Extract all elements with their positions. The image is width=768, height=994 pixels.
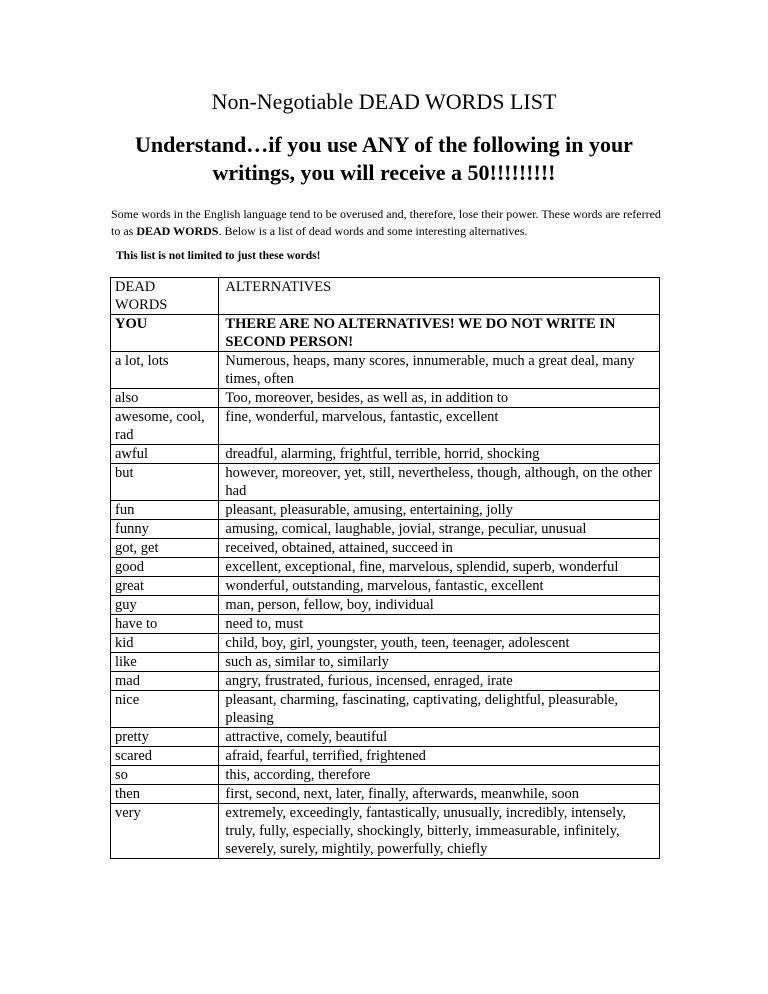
dead-word-cell: got, get (111, 539, 219, 558)
dead-word-cell: fun (111, 501, 219, 520)
table-row (111, 408, 660, 445)
alternatives-cell: amusing, comical, laughable, jovial, strange, peculiar, unusual (219, 520, 660, 539)
dead-words-table (110, 277, 660, 859)
table-row (111, 501, 660, 520)
alternatives-cell: dreadful, alarming, frightful, terrible, horrid, shocking (219, 445, 660, 464)
alternatives-cell: man, person, fellow, boy, individual (219, 596, 660, 615)
dead-word-cell: pretty (111, 728, 219, 747)
table-row (111, 728, 660, 747)
dead-word-cell: but (111, 464, 219, 501)
table-row (111, 804, 660, 859)
dead-word-cell: great (111, 577, 219, 596)
alternatives-cell: fine, wonderful, marvelous, fantastic, excellent (219, 408, 660, 445)
dead-word-cell: then (111, 785, 219, 804)
table-row (111, 634, 660, 653)
alternatives-cell: such as, similar to, similarly (219, 653, 660, 672)
table-row (111, 520, 660, 539)
alternatives-cell: THERE ARE NO ALTERNATIVES! WE DO NOT WRITE IN SECOND PERSON! (219, 315, 660, 352)
table-row (111, 653, 660, 672)
table-row (111, 766, 660, 785)
limit-note: This list is not limited to just these words! (116, 250, 321, 262)
dead-word-cell: YOU (111, 315, 219, 352)
dead-word-cell: scared (111, 747, 219, 766)
dead-word-cell: so (111, 766, 219, 785)
table-row (111, 691, 660, 728)
alternatives-cell: child, boy, girl, youngster, youth, teen, teenager, adolescent (219, 634, 660, 653)
alternatives-cell: wonderful, outstanding, marvelous, fantastic, excellent (219, 577, 660, 596)
table-row (111, 672, 660, 691)
header-alternatives: ALTERNATIVES (219, 278, 660, 315)
alternatives-cell: need to, must (219, 615, 660, 634)
table-row (111, 558, 660, 577)
alternatives-cell: first, second, next, later, finally, afterwards, meanwhile, soon (219, 785, 660, 804)
dead-word-cell: also (111, 389, 219, 408)
dead-word-cell: nice (111, 691, 219, 728)
intro-text-end: . Below is a list of dead words and some interesting alternatives. (218, 224, 528, 238)
alternatives-cell: pleasant, pleasurable, amusing, entertaining, jolly (219, 501, 660, 520)
dead-word-cell: kid (111, 634, 219, 653)
table-row (111, 315, 660, 352)
alternatives-cell: extremely, exceedingly, fantastically, unusually, incredibly, intensely, truly, fully, especially, shockingly, bitterly, immeasurable, infinitely, severely, surely, mightily, powerfully, chiefly (219, 804, 660, 859)
alternatives-cell: this, according, therefore (219, 766, 660, 785)
intro-paragraph (111, 206, 666, 240)
dead-word-cell: have to (111, 615, 219, 634)
document-title: Non-Negotiable DEAD WORDS LIST (211, 89, 557, 114)
table-row (111, 577, 660, 596)
table-row (111, 539, 660, 558)
dead-word-cell: funny (111, 520, 219, 539)
table-row (111, 352, 660, 389)
header-dead-words: DEAD WORDS (111, 278, 219, 315)
alternatives-cell: attractive, comely, beautiful (219, 728, 660, 747)
alternatives-cell: Numerous, heaps, many scores, innumerable, much a great deal, many times, often (219, 352, 660, 389)
alternatives-cell: pleasant, charming, fascinating, captivating, delightful, pleasurable, pleasing (219, 691, 660, 728)
dead-word-cell: guy (111, 596, 219, 615)
intro-emphasis: DEAD WORDS (136, 224, 219, 238)
intro-text-start: Some words in the English language tend to be overused and, therefore, lose their power. These words are referred to as (111, 207, 661, 238)
dead-word-cell: good (111, 558, 219, 577)
table-row (111, 389, 660, 408)
table-header-row (111, 278, 660, 315)
dead-word-cell: very (111, 804, 219, 859)
dead-word-cell: like (111, 653, 219, 672)
alternatives-cell: received, obtained, attained, succeed in (219, 539, 660, 558)
alternatives-cell: afraid, fearful, terrified, frightened (219, 747, 660, 766)
alternatives-cell: angry, frustrated, furious, incensed, enraged, irate (219, 672, 660, 691)
alternatives-cell: excellent, exceptional, fine, marvelous, splendid, superb, wonderful (219, 558, 660, 577)
table-row (111, 464, 660, 501)
dead-word-cell: awesome, cool, rad (111, 408, 219, 445)
dead-word-cell: mad (111, 672, 219, 691)
table-row (111, 615, 660, 634)
alternatives-cell: however, moreover, yet, still, nevertheless, though, although, on the other had (219, 464, 660, 501)
alternatives-cell: Too, moreover, besides, as well as, in addition to (219, 389, 660, 408)
document-subtitle: Understand…if you use ANY of the following in your writings, you will receive a 50!!!!!!!!! (135, 132, 633, 185)
table-row (111, 596, 660, 615)
table-row (111, 445, 660, 464)
table-row (111, 785, 660, 804)
dead-word-cell: awful (111, 445, 219, 464)
table-row (111, 747, 660, 766)
dead-word-cell: a lot, lots (111, 352, 219, 389)
